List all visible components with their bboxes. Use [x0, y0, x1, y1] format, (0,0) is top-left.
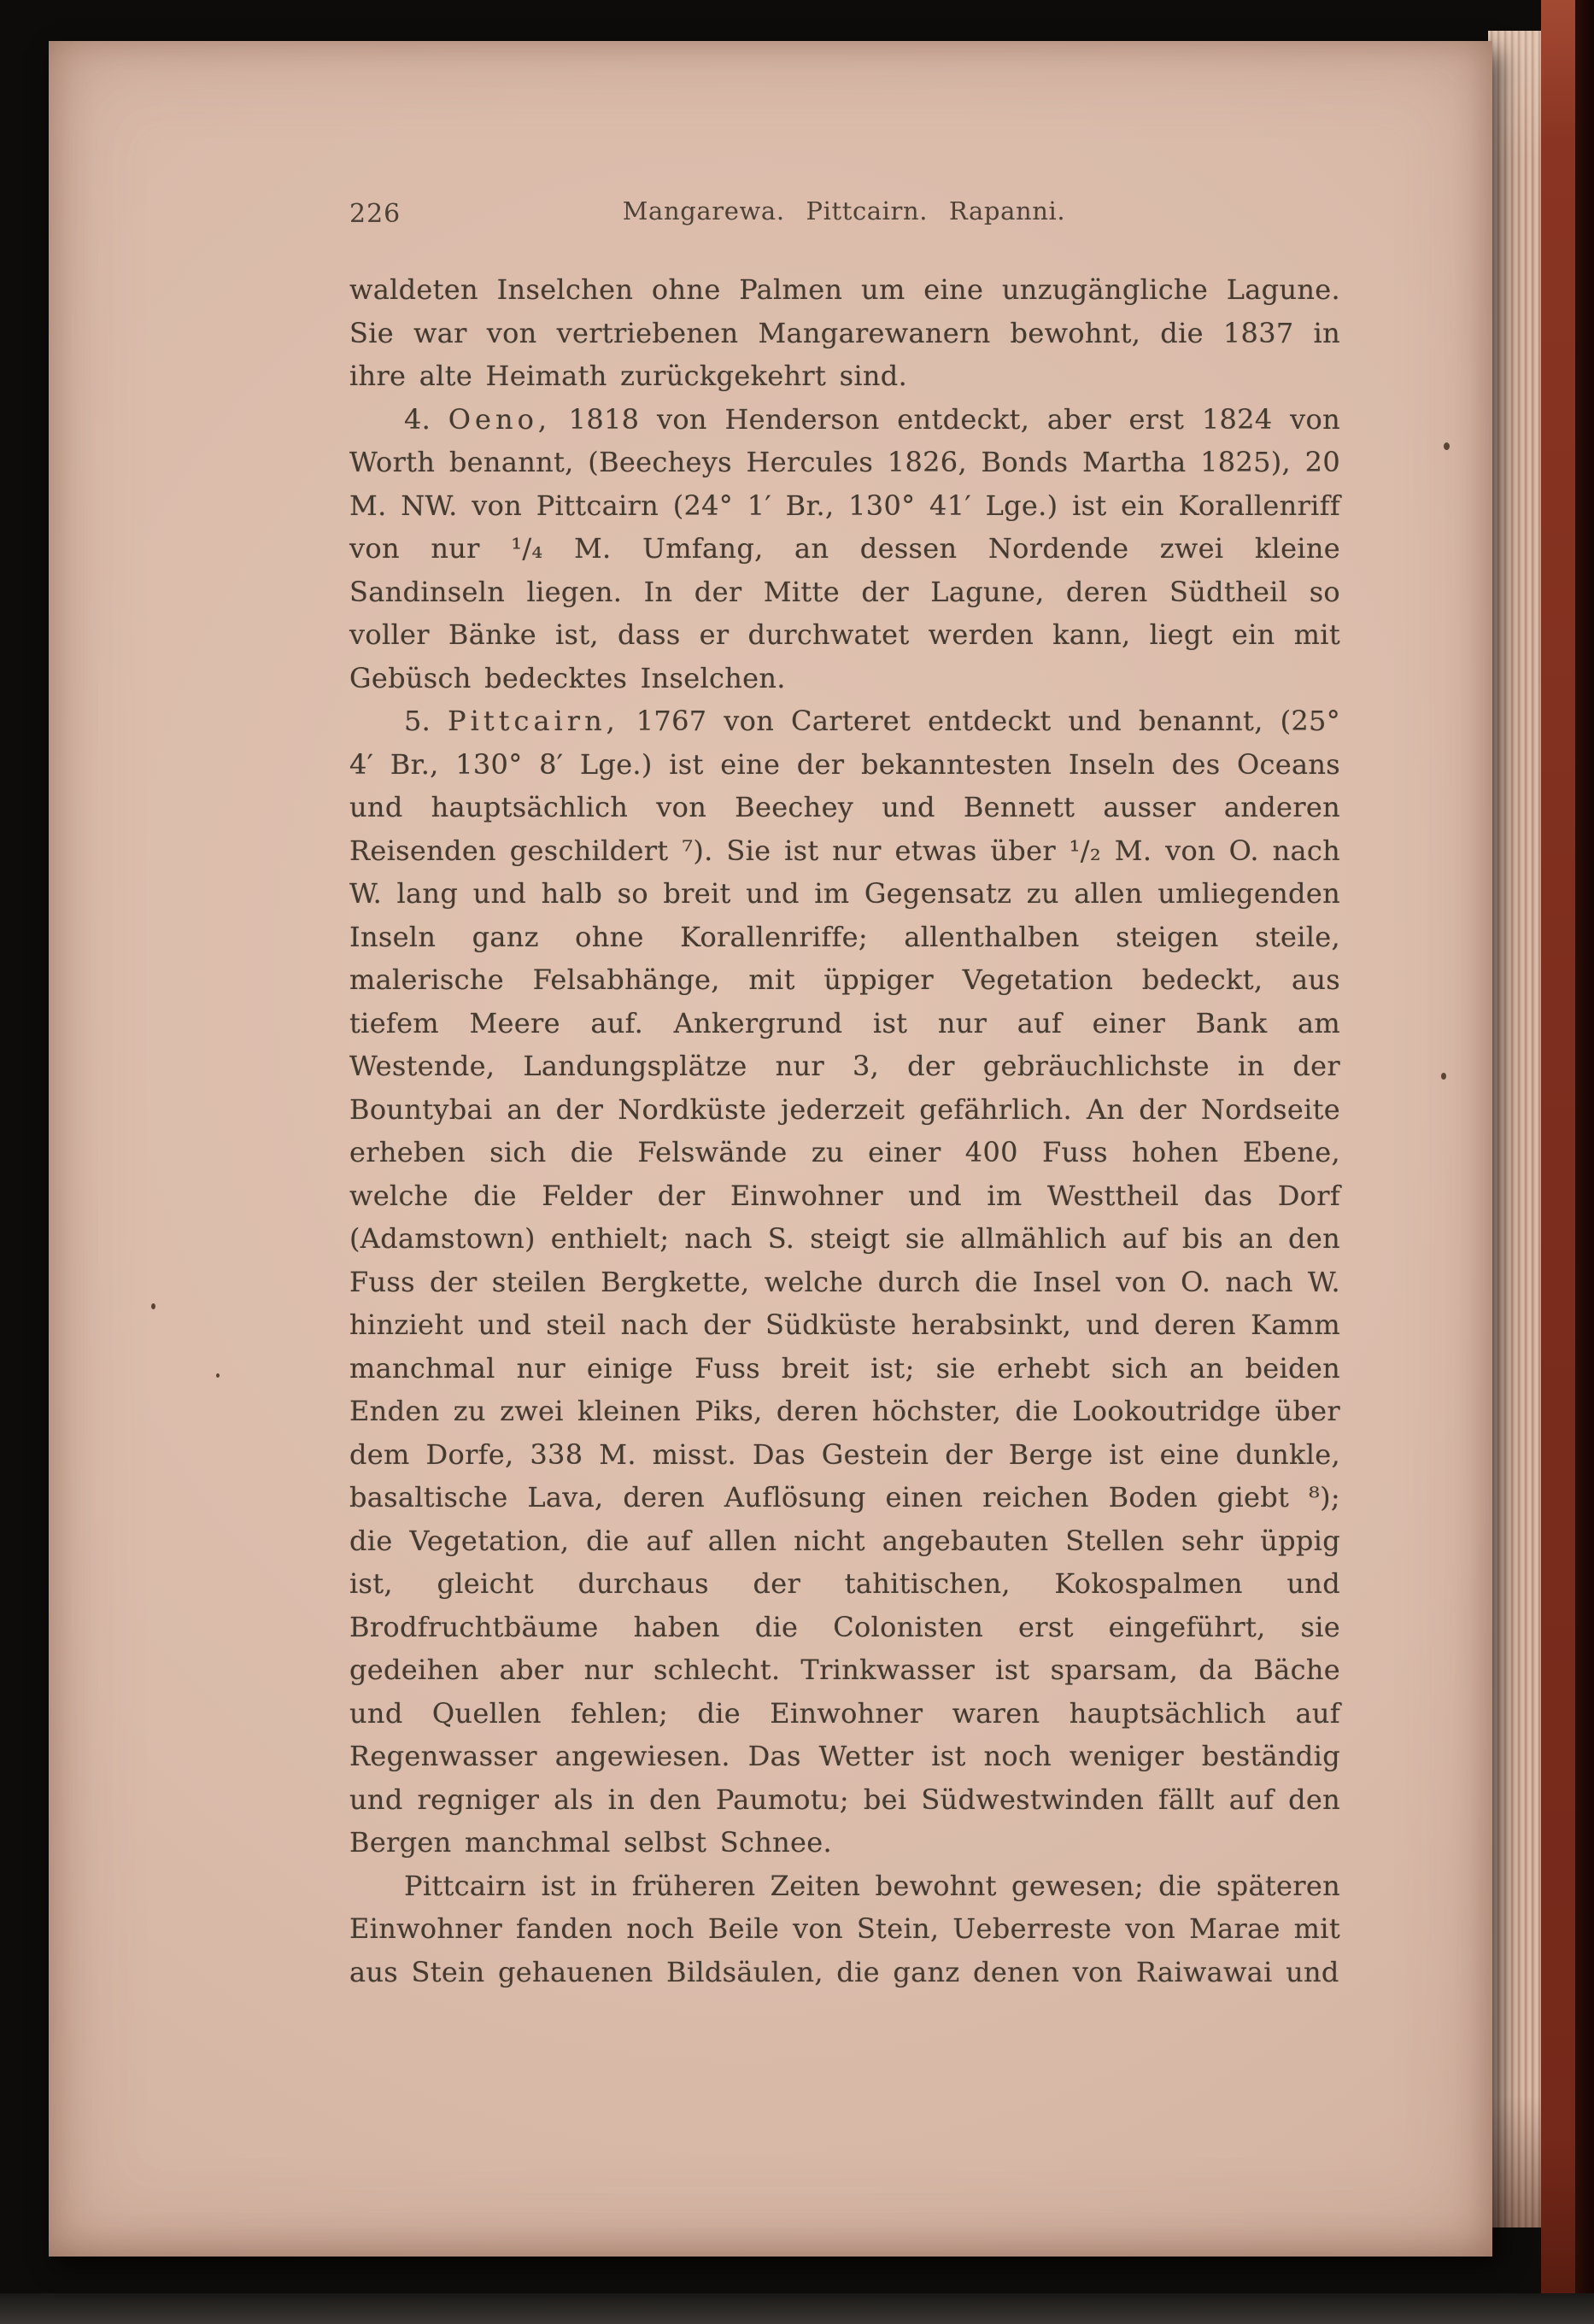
book-fore-edge	[1488, 31, 1543, 2227]
paragraph-pittcairn	[349, 700, 1340, 1864]
paragraph-oeno-keyword: Oeno,	[448, 402, 552, 436]
scan-speck	[1441, 1073, 1446, 1080]
paragraph-pittcairn-keyword: Pittcairn,	[448, 705, 619, 737]
book-cover-edge	[1541, 0, 1575, 2324]
paragraph-history: Pittcairn ist in früheren Zeiten bewohnt gewesen; die späteren Einwohner fanden noch Beile von Stein, Ueberreste von Marae mit aus Stein gehauenen Bildsäulen, die ganz denen von Raiwawai und	[349, 1869, 1340, 1988]
paragraph-oeno-number: 4.	[404, 402, 448, 436]
scanner-bed	[0, 2293, 1594, 2324]
scan-speck	[151, 1303, 155, 1309]
paragraph-pittcairn-number: 5.	[404, 705, 448, 737]
paragraph-pittcairn-body: 1767 von Carteret entdeckt und benannt, (25° 4′ Br., 130° 8′ Lge.) ist eine der bekanntesten Inseln des Oceans und hauptsächlich von Beechey und Bennett ausser anderen Reisenden geschildert ⁷). Sie ist nur etwas über ¹/₂ M. von O. nach W. lang und halb so breit und im Gegensatz zu allen umliegenden Inseln ganz ohne Korallenriffe; allenthalben steigen steile, malerische Felsabhänge, mit üppiger Vegetation bedeckt, aus tiefem Meere auf. Ankergrund ist nur auf einer Bank am Westende, Landungsplätze nur 3, der gebräuchlichste in der Bountybai an der Nordküste jederzeit gefährlich. An der Nordseite erheben sich die Felswände zu einer 400 Fuss hohen Ebene, welche die Felder der Einwohner und im Westtheil das Dorf (Adamstown) enthielt; nach S. steigt sie allmählich auf bis an den Fuss der steilen Bergkette, welche durch die Insel von O. nach W. hinzieht und steil nach der Südküste herabsinkt, und deren Kamm manchmal nur einige Fuss breit ist; sie erhebt sich an beiden Enden zu zwei kleinen Piks, deren höchster, die Lookoutridge über dem Dorfe, 338 M. misst. Das Gestein der Berge ist eine dunkle, basaltische Lava, deren Auflösung einen reichen Boden giebt ⁸); die Vegetation, die auf allen nicht angebauten Stellen sehr üppig ist, gleicht durchaus der tahitischen, Kokospalmen und Brodfruchtbäume haben die Colonisten erst eingeführt, sie gedeihen aber nur schlecht. Trinkwasser ist sparsam, da Bäche und Quellen fehlen; die Einwohner waren hauptsächlich auf Regenwasser angewiesen. Das Wetter ist noch weniger beständig und regniger als in den Paumotu; bei Südwestwinden fällt auf den Bergen manchmal selbst Schnee.	[349, 705, 1341, 1859]
page-text	[349, 268, 1340, 1993]
running-header: Mangarewa. Pittcairn. Rapanni.	[622, 196, 1066, 225]
paragraph-oeno-body: 1818 von Henderson entdeckt, aber erst 1824 von Worth benannt, (Beecheys Hercules 1826, Bonds Martha 1825), 20 M. NW. von Pittcairn (24° 1′ Br., 130° 41′ Lge.) ist ein Korallenriff von nur ¹/₄ M. Umfang, an dessen Nordende zwei kleine Sandinseln liegen. In der Mitte der Lagune, deren Südtheil so voller Bänke ist, dass er durchwatet werden kann, liegt ein mit Gebüsch bedecktes Inselchen.	[349, 402, 1340, 694]
book-page	[49, 41, 1492, 2257]
page-header	[349, 196, 1339, 234]
scan-speck	[1444, 442, 1450, 450]
scan-speck	[216, 1373, 220, 1378]
paragraph-continuation: waldeten Inselchen ohne Palmen um eine unzugängliche Lagune. Sie war von vertriebenen Mangarewanern bewohnt, die 1837 in ihre alte Heimath zurückgekehrt sind.	[349, 273, 1340, 392]
book-cover-shadow	[1575, 0, 1594, 2324]
paragraph-oeno	[349, 398, 1340, 700]
page-number: 226	[349, 199, 401, 229]
